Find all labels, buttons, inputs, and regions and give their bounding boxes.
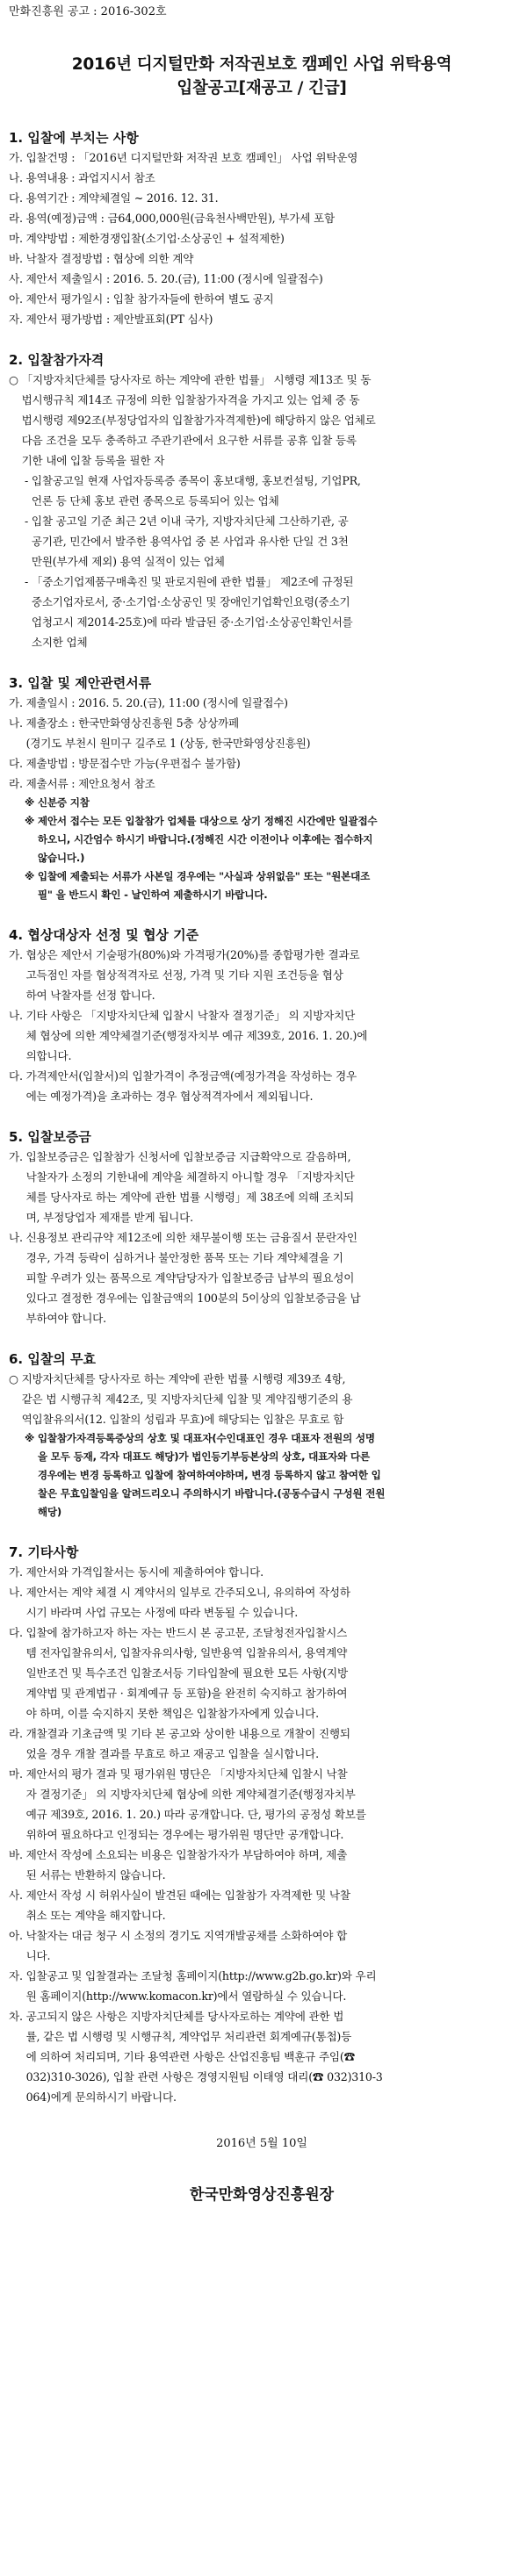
list-item <box>9 1845 515 1885</box>
item-marker: 나. <box>9 1586 26 1599</box>
item-text: 공고되지 않은 사항은 지방자치단체를 당사자로하는 계약에 관한 법 률, 같은 법 시행령 및 시행규칙, 계약업무 처리관련 회계예규(통첩)등 에 의하여 처리되며, 기타 용역관련 사항은 산업진흥팀 백훈규 주임(☎ 032)310-3026), 입찰 관련 사항은 경영지원팀 이태영 대리(☎ 032)310-3 064)에게 문의하시기 바랍니다. <box>25 2010 383 2104</box>
item-marker: 바. <box>9 1848 26 1861</box>
list-item <box>9 1005 515 1066</box>
note-marker: ※ <box>25 815 38 827</box>
note-text: 신분증 지참 <box>37 796 90 809</box>
item-text: 제출서류 : 제안요청서 참조 <box>25 777 155 790</box>
section-heading: 6. 입찰의 무효 <box>9 1351 97 1367</box>
list-item <box>9 1562 515 1582</box>
item-text: 제안서 제출일시 : 2016. 5. 20.(금), 11:00 (정시에 일괄접수) <box>25 272 323 285</box>
title-line-2: 입찰공고[재공고 / 긴급] <box>177 79 347 97</box>
item-text: 「지방자치단체를 당사자로 하는 계약에 관한 법률」 시행령 제13조 및 동 법시행규칙 제14조 규정에 의한 입찰참가자격을 가지고 있는 업체 중 동 법시행령 제92조(부정당업자의 입찰참가자격제한)에 해당하지 않은 업체로 다음 조건을 모두 충족하고 주관기관에서 요구한 서류를 공휴 입찰 등록 기한 내에 입찰 등록을 필한 자 <box>21 373 376 467</box>
item-marker: 마. <box>9 232 26 245</box>
list-item <box>9 2006 515 2107</box>
item-marker: 다. <box>9 1069 26 1083</box>
list-item <box>9 148 515 168</box>
list-item <box>9 1147 515 1227</box>
item-text: 용역내용 : 과업지시서 참조 <box>25 171 155 184</box>
item-text: 제안서의 평가 결과 및 평가위원 명단은 「지방자치단체 입찰시 낙찰 자 결정기준」 의 지방자치단체 협상에 의한 계약체결기준(행정자치부 예규 제39호, 2016. 1. 20.) 따라 공개합니다. 단, 평가의 공정성 확보를 위하여 필요하다고 인정되는 경우에는 평가위원 명단만 공개합니다. <box>25 1767 366 1841</box>
item-marker: 가. <box>9 151 26 164</box>
section-documents <box>9 673 515 904</box>
item-text: 입찰보증금은 입찰참가 신청서에 입찰보증금 지급확약으로 갈음하며, 낙찰자가 소정의 기한내에 계약을 체결하지 아니할 경우 「지방자치단 체를 당사자로 하는 계약에 관한 법률 시행령」제 38조에 의해 조치되 며, 부정당업자 제재를 받게 됩니다. <box>25 1150 355 1224</box>
section-heading: 3. 입찰 및 제안관련서류 <box>9 675 152 691</box>
item-marker: 가. <box>9 948 26 961</box>
note-marker: ※ <box>25 870 38 882</box>
item-text: 제안서 작성 시 허위사실이 발견된 때에는 입찰참가 자격제한 및 낙찰 취소 또는 계약을 해지합니다. <box>25 1889 350 1922</box>
list-item <box>9 248 515 269</box>
item-marker: 자. <box>9 1969 26 1982</box>
item-marker: 차. <box>9 2010 26 2023</box>
section-heading: 5. 입찰보증금 <box>9 1129 91 1145</box>
section-heading: 4. 협상대상자 선정 및 협상 기준 <box>9 927 199 943</box>
section-qualifications <box>9 350 515 652</box>
item-text: 용역기간 : 계약체결일 ~ 2016. 12. 31. <box>25 191 219 205</box>
title-line-1: 2016년 디지털만화 저작권보호 캠페인 사업 위탁용역 <box>71 55 452 74</box>
item-marker: 사. <box>9 1889 26 1902</box>
item-marker: ○ <box>9 1372 22 1385</box>
item-marker: 다. <box>9 191 26 205</box>
item-text: 용역(예정)금액 : 금64,000,000원(금육천사백만원), 부가세 포함 <box>25 212 335 225</box>
list-item <box>9 188 515 208</box>
section-heading: 7. 기타사항 <box>9 1544 79 1560</box>
list-item <box>9 945 515 1005</box>
item-text: 제출장소 : 한국만화영상진흥원 5층 상상까페 (경기도 부천시 원미구 길주로 1 (상동, 한국만화영상진흥원) <box>25 716 311 750</box>
note-item <box>9 867 515 904</box>
item-text: 입찰에 참가하고자 하는 자는 반드시 본 공고문, 조달청전자입찰시스 템 전자입찰유의서, 입찰자유의사항, 일반용역 입찰유의서, 용역계약 일반조건 및 특수조건 입찰조서등 기타입찰에 필요한 모든 사항(지방 계약법 및 관계법규 · 회계예규 등 포함)을 완전히 숙지하고 참가하여 야 하며, 이를 숙지하지 못한 책임은 입찰참가자에게 있습니다. <box>25 1626 348 1720</box>
list-item <box>9 228 515 248</box>
item-text: 협상은 제안서 기술평가(80%)와 가격평가(20%)를 종합평가한 결과로 고득점인 자를 협상적격자로 선정, 가격 및 기타 지원 조건등을 협상 하여 낙찰자를 선정 합니다. <box>25 948 360 1002</box>
page-title <box>9 53 515 100</box>
item-text: 제출방법 : 방문접수만 가능(우편접수 불가함) <box>25 757 241 770</box>
list-item <box>9 1369 515 1429</box>
item-marker: 아. <box>9 292 26 306</box>
item-marker: 다. <box>9 1626 26 1639</box>
list-item <box>9 208 515 228</box>
item-marker: - <box>25 575 32 588</box>
item-marker: 바. <box>9 252 26 265</box>
item-marker: 라. <box>9 212 26 225</box>
item-marker: 다. <box>9 757 26 770</box>
note-item <box>9 812 515 867</box>
section-negotiation <box>9 925 515 1106</box>
item-text: 제안서는 계약 체결 시 계약서의 일부로 간주되오니, 유의하여 작성하 시기 바라며 사업 규모는 사정에 따라 변동될 수 있습니다. <box>25 1586 350 1619</box>
list-item <box>9 471 515 511</box>
section-bid-items <box>9 128 515 329</box>
item-marker: - <box>25 474 32 487</box>
issue-date: 2016년 5월 10일 <box>216 2137 307 2150</box>
item-text: 제안서 작성에 소요되는 비용은 입찰참가자가 부담하여야 하며, 제출 된 서류는 반환하지 않습니다. <box>25 1848 348 1882</box>
item-text: 제안서 평가방법 : 제안발표회(PT 심사) <box>25 313 213 326</box>
item-marker: 사. <box>9 272 26 285</box>
item-text: 입찰공고 및 입찰결과는 조달청 홈페이지(http://www.g2b.go.kr)와 우리 원 홈페이지(http://www.komacon.kr)에서 열람하실 수 있습니다. <box>25 1969 377 2003</box>
note-item <box>9 1429 515 1522</box>
list-item <box>9 1885 515 1925</box>
item-marker: 가. <box>9 696 26 709</box>
section-heading: 2. 입찰참가자격 <box>9 352 105 368</box>
list-item <box>9 1582 515 1623</box>
note-text: 제안서 접수는 모든 입찰참가 업체를 대상으로 상기 정해진 시간에만 일괄접수 하오니, 시간엄수 하시기 바랍니다.(정해진 시간 이전이나 이후에는 접수하지 않습니다.) <box>37 815 378 864</box>
section-bid-bond <box>9 1127 515 1328</box>
note-text: 입찰에 제출되는 서류가 사본일 경우에는 "사실과 상위없음" 또는 "원본대조 필" 을 반드시 확인 - 날인하여 제출하시기 바랍니다. <box>37 870 371 901</box>
item-text: 입찰건명 : 「2016년 디지털만화 저작권 보호 캠페인」 사업 위탁운영 <box>25 151 358 164</box>
note-marker: ※ <box>25 796 38 809</box>
item-text: 제안서 평가일시 : 입찰 참가자들에 한하여 별도 공지 <box>25 292 274 306</box>
item-marker: 자. <box>9 313 26 326</box>
list-item <box>9 1966 515 2006</box>
notice-number: 만화진흥원 공고 : 2016-302호 <box>9 5 167 18</box>
list-item <box>9 1764 515 1845</box>
item-text: 계약방법 : 제한경쟁입찰(소기업·소상공인 + 설적제한) <box>25 232 285 245</box>
note-marker: ※ <box>25 1432 38 1444</box>
item-text: 「중소기업제품구매촉진 및 판로지원에 관한 법률」 제2조에 규정된 중소기업자로서, 중·소기업·소상공인 및 장애인기업확인요령(중소기 업청고시 제2014-25호)에 따라 발급된 중·소기업·소상공인확인서를 소지한 업체 <box>31 575 354 649</box>
item-text: 낙찰자 결정방법 : 협상에 의한 계약 <box>25 252 194 265</box>
item-text: 기타 사항은 「지방자치단체 입찰시 낙찰자 결정기준」 의 지방자치단 체 협상에 의한 계약체결기준(행정자치부 예규 제39호, 2016. 1. 20.)에 의합니다. <box>25 1009 368 1062</box>
list-item <box>9 1066 515 1106</box>
item-text: 신용정보 관리규약 제12조에 의한 채무불이행 또는 금융질서 문란자인 경우, 가격 등락이 심하거나 불안정한 품목 또는 기타 계약체결을 기 피할 우려가 있는 품목으로 계약담당자가 입찰보증금 납부의 필요성이 있다고 결정한 경우에는 입찰금액의 100분의 5이상의 입찰보증금을 납 부하여야 합니다. <box>25 1231 361 1325</box>
item-marker: 가. <box>9 1565 26 1579</box>
list-item <box>9 269 515 289</box>
item-text: 지방자치단체를 당사자로 하는 계약에 관한 법률 시행령 제39조 4항, 같은 법 시행규칙 제42조, 및 지방자치단체 입찰 및 계약집행기준의 용 역입찰유의서(12. 입찰의 성립과 무효)에 해당되는 입찰은 무효로 함 <box>21 1372 353 1426</box>
document-body <box>9 128 515 2107</box>
list-item <box>9 1623 515 1723</box>
item-marker: 라. <box>9 1727 26 1740</box>
item-text: 제안서와 가격입찰서는 동시에 제출하여야 합니다. <box>25 1565 264 1579</box>
item-marker: 가. <box>9 1150 26 1163</box>
list-item <box>9 693 515 713</box>
item-text: 제출일시 : 2016. 5. 20.(금), 11:00 (정시에 일괄접수) <box>25 696 288 709</box>
list-item <box>9 309 515 329</box>
item-marker: 나. <box>9 1009 26 1022</box>
item-marker: 나. <box>9 716 26 730</box>
item-marker: 라. <box>9 777 26 790</box>
item-marker: ○ <box>9 373 22 386</box>
section-other <box>9 1543 515 2107</box>
item-text: 입찰 공고일 기준 최근 2년 이내 국가, 지방자치단체 그산하기관, 공 공기관, 민간에서 발주한 용역사업 중 본 사업과 유사한 단일 건 3천 만원(부가세 제외) 용역 실적이 있는 업체 <box>31 514 349 568</box>
item-marker: 아. <box>9 1929 26 1942</box>
section-invalid-bids <box>9 1349 515 1522</box>
list-item <box>9 168 515 188</box>
item-marker: 나. <box>9 171 26 184</box>
item-marker: - <box>25 514 32 528</box>
list-item <box>9 753 515 774</box>
item-text: 개찰결과 기초금액 및 기타 본 공고와 상이한 내용으로 개찰이 진행되 었을 경우 개찰 결과를 무효로 하고 재공고 입찰을 실시합니다. <box>25 1727 350 1760</box>
list-item <box>9 1925 515 1966</box>
list-item <box>9 774 515 794</box>
list-item <box>9 572 515 652</box>
note-item <box>9 794 515 812</box>
issuing-organization: 한국만화영상진흥원장 <box>189 2186 335 2204</box>
note-text: 입찰참가자격등록증상의 상호 및 대표자(수인대표인 경우 대표자 전원의 성명 을 모두 등재, 각자 대표도 해당)가 법인등기부등본상의 상호, 대표자와 다른 경우에는 변경 등록하고 입찰에 참여하여야하며, 변경 등록하지 않고 참여한 입 찰은 무효입찰임을 알려드리오니 주의하시기 바랍니다.(공동수급시 구성원 전원 해당) <box>37 1432 386 1518</box>
list-item <box>9 1723 515 1764</box>
list-item <box>9 713 515 753</box>
item-text: 낙찰자는 대금 청구 시 소정의 경기도 지역개발공채를 소화하여야 합 니다. <box>25 1929 348 1962</box>
list-item <box>9 370 515 471</box>
list-item <box>9 511 515 572</box>
item-text: 입찰공고일 현재 사업자등록증 종목이 홍보대행, 홍보컨설팅, 기업PR, 언론 등 단체 홍보 관련 종목으로 등록되어 있는 업체 <box>31 474 361 507</box>
section-heading: 1. 입찰에 부치는 사항 <box>9 130 139 146</box>
item-marker: 마. <box>9 1767 26 1781</box>
list-item <box>9 1227 515 1328</box>
item-text: 가격제안서(입찰서)의 입찰가격이 추정금액(예정가격을 작성하는 경우 에는 예정가격)을 초과하는 경우 협상적격자에서 제외됩니다. <box>25 1069 357 1103</box>
item-marker: 나. <box>9 1231 26 1244</box>
list-item <box>9 289 515 309</box>
